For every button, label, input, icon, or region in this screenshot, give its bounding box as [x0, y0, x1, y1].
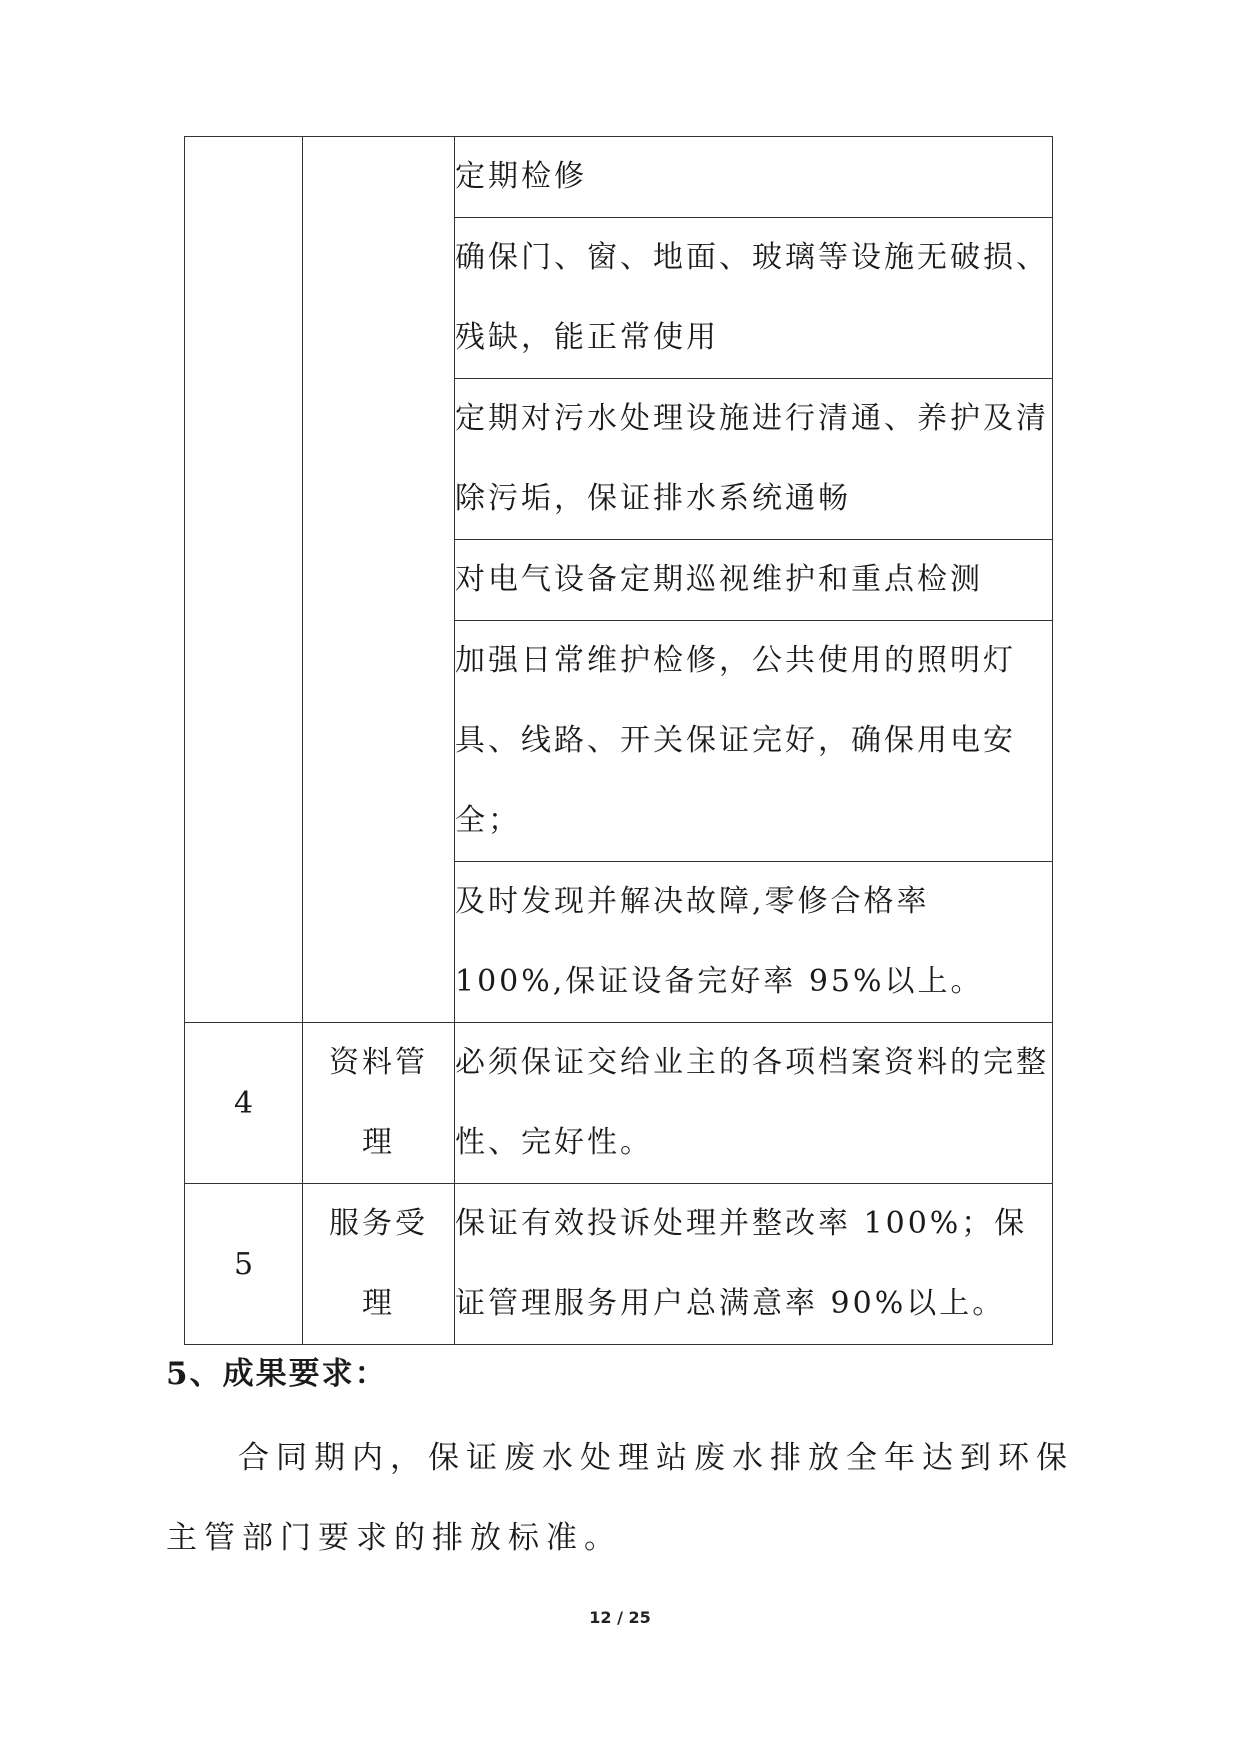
- section-heading: 5、成果要求：: [166, 1356, 388, 1392]
- section-paragraph: 合同期内，保证废水处理站废水排放全年达到环保主管部门要求的排放标准。: [166, 1440, 1074, 1556]
- row-description: 确保门、窗、地面、玻璃等设施无破损、残缺，能正常使用: [455, 218, 1053, 379]
- table-row: [185, 1023, 1053, 1184]
- table-row: [185, 137, 1053, 218]
- row-description: 定期检修: [455, 137, 1053, 218]
- continued-number-cell: [185, 137, 303, 1023]
- row-item-text: 资料管理: [329, 1045, 428, 1160]
- row-description: 对电气设备定期巡视维护和重点检测: [455, 540, 1053, 621]
- continued-item-cell: [303, 137, 455, 1023]
- row-description: 必须保证交给业主的各项档案资料的完整性、完好性。: [455, 1023, 1053, 1184]
- row-number: 4: [185, 1023, 303, 1184]
- row-description: 及时发现并解决故障,零修合格率 100%,保证设备完好率 95%以上。: [455, 862, 1053, 1023]
- row-item: [303, 1184, 455, 1345]
- row-description: 加强日常维护检修，公共使用的照明灯具、线路、开关保证完好，确保用电安全；: [455, 621, 1053, 862]
- row-item: [303, 1023, 455, 1184]
- row-description: 定期对污水处理设施进行清通、养护及清除污垢，保证排水系统通畅: [455, 379, 1053, 540]
- row-number: 5: [185, 1184, 303, 1345]
- page-number: 12 / 25: [589, 1608, 651, 1627]
- row-description: 保证有效投诉处理并整改率 100%；保证管理服务用户总满意率 90%以上。: [455, 1184, 1053, 1345]
- requirements-table: [184, 136, 1053, 1345]
- row-item-text: 服务受理: [329, 1206, 428, 1321]
- table-row: [185, 1184, 1053, 1345]
